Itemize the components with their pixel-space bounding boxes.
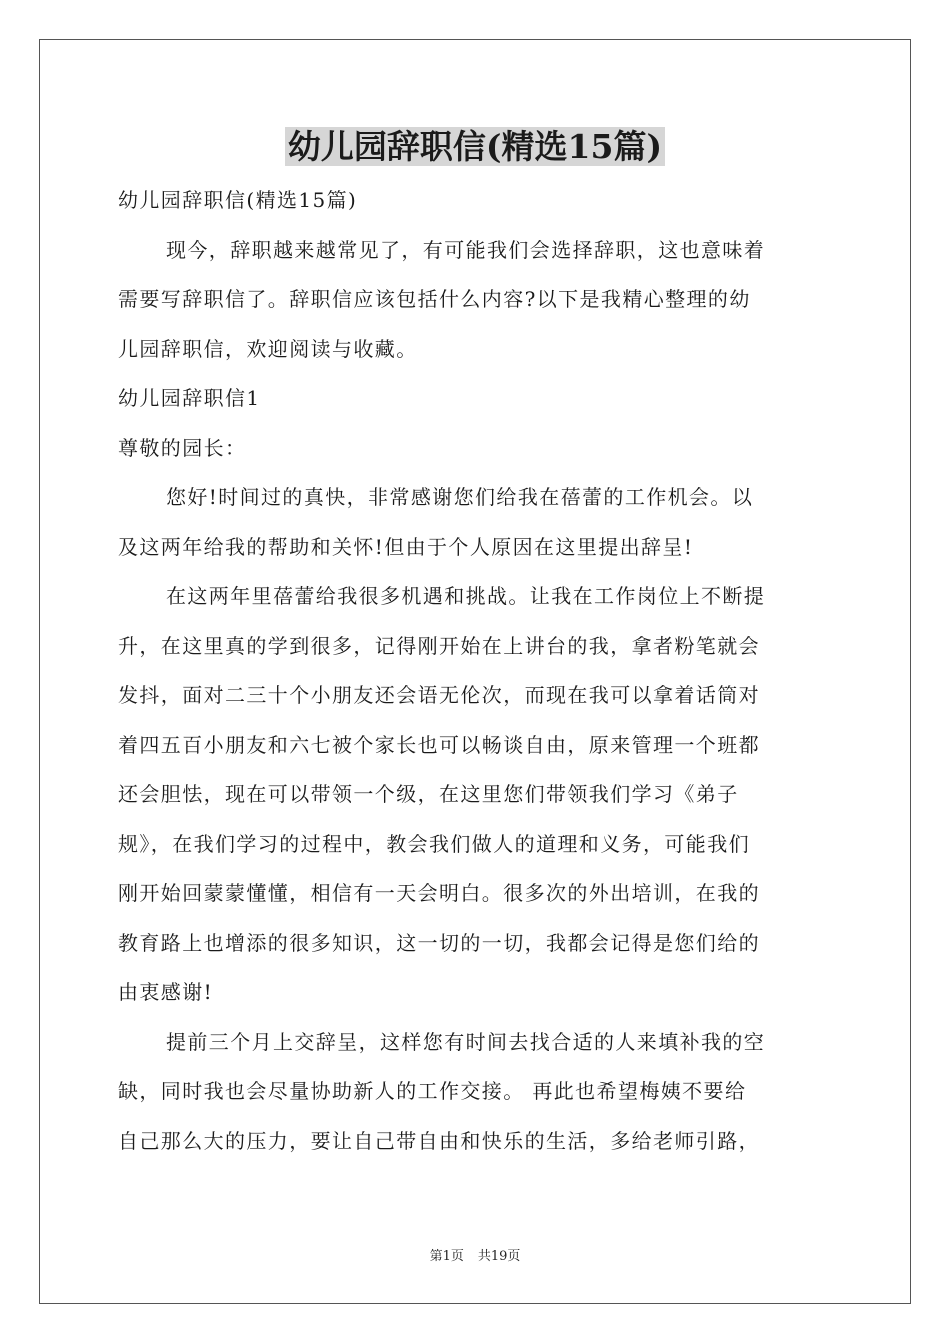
intro-paragraph — [118, 226, 834, 375]
letter-heading: 幼儿园辞职信1 — [118, 386, 261, 410]
intro-line: 现今，辞职越来越常见了，有可能我们会选择辞职，这也意味着 — [166, 237, 766, 262]
paragraph-line: 自己那么大的压力，要让自己带自由和快乐的生活，多给老师引路， — [118, 1128, 760, 1153]
intro-line: 需要写辞职信了。辞职信应该包括什么内容?以下是我精心整理的幼 — [118, 287, 751, 311]
salutation: 尊敬的园长： — [118, 435, 247, 460]
paragraph-line: 升，在这里真的学到很多，记得刚开始在上讲台的我，拿者粉笔就会 — [118, 633, 760, 658]
paragraph-line: 提前三个月上交辞呈，这样您有时间去找合适的人来填补我的空 — [166, 1029, 766, 1054]
paragraph-line: 教育路上也增添的很多知识，这一切的一切，我都会记得是您们给的 — [118, 930, 760, 955]
document-subtitle: 幼儿园辞职信(精选15篇) — [118, 188, 358, 212]
paragraph-line: 由衷感谢! — [118, 980, 214, 1004]
body-paragraph-1 — [118, 473, 834, 572]
body-paragraph-2 — [118, 572, 834, 1018]
paragraph-line: 缺，同时我也会尽量协助新人的工作交接。 再此也希望梅姨不要给 — [118, 1079, 747, 1103]
page-number: 第1页 — [429, 1249, 464, 1264]
page-footer — [0, 1245, 950, 1264]
paragraph-line: 着四五百小朋友和六七被个家长也可以畅谈自由，原来管理一个班都 — [118, 732, 760, 757]
paragraph-line: 还会胆怯，现在可以带领一个级，在这里您们带领我们学习《弟子 — [118, 782, 739, 806]
intro-line: 儿园辞职信，欢迎阅读与收藏。 — [118, 336, 418, 361]
document-title — [0, 124, 950, 170]
document-title-text: 幼儿园辞职信(精选15篇) — [285, 127, 665, 166]
paragraph-line: 及这两年给我的帮助和关怀!但由于个人原因在这里提出辞呈! — [118, 534, 694, 559]
paragraph-line: 刚开始回蒙蒙懂懂，相信有一天会明白。很多次的外出培训，在我的 — [118, 881, 760, 905]
paragraph-line: 规》，在我们学习的过程中，教会我们做人的道理和义务，可能我们 — [118, 831, 750, 856]
paragraph-line: 您好!时间过的真快，非常感谢您们给我在蓓蕾的工作机会。以 — [166, 485, 754, 509]
document-body — [118, 176, 834, 1166]
paragraph-line: 在这两年里蓓蕾给我很多机遇和挑战。让我在工作岗位上不断提 — [166, 584, 766, 608]
total-pages: 共19页 — [477, 1249, 521, 1264]
body-paragraph-3 — [118, 1018, 834, 1167]
paragraph-line: 发抖，面对二三十个小朋友还会语无伦次，而现在我可以拿着话筒对 — [118, 683, 760, 707]
